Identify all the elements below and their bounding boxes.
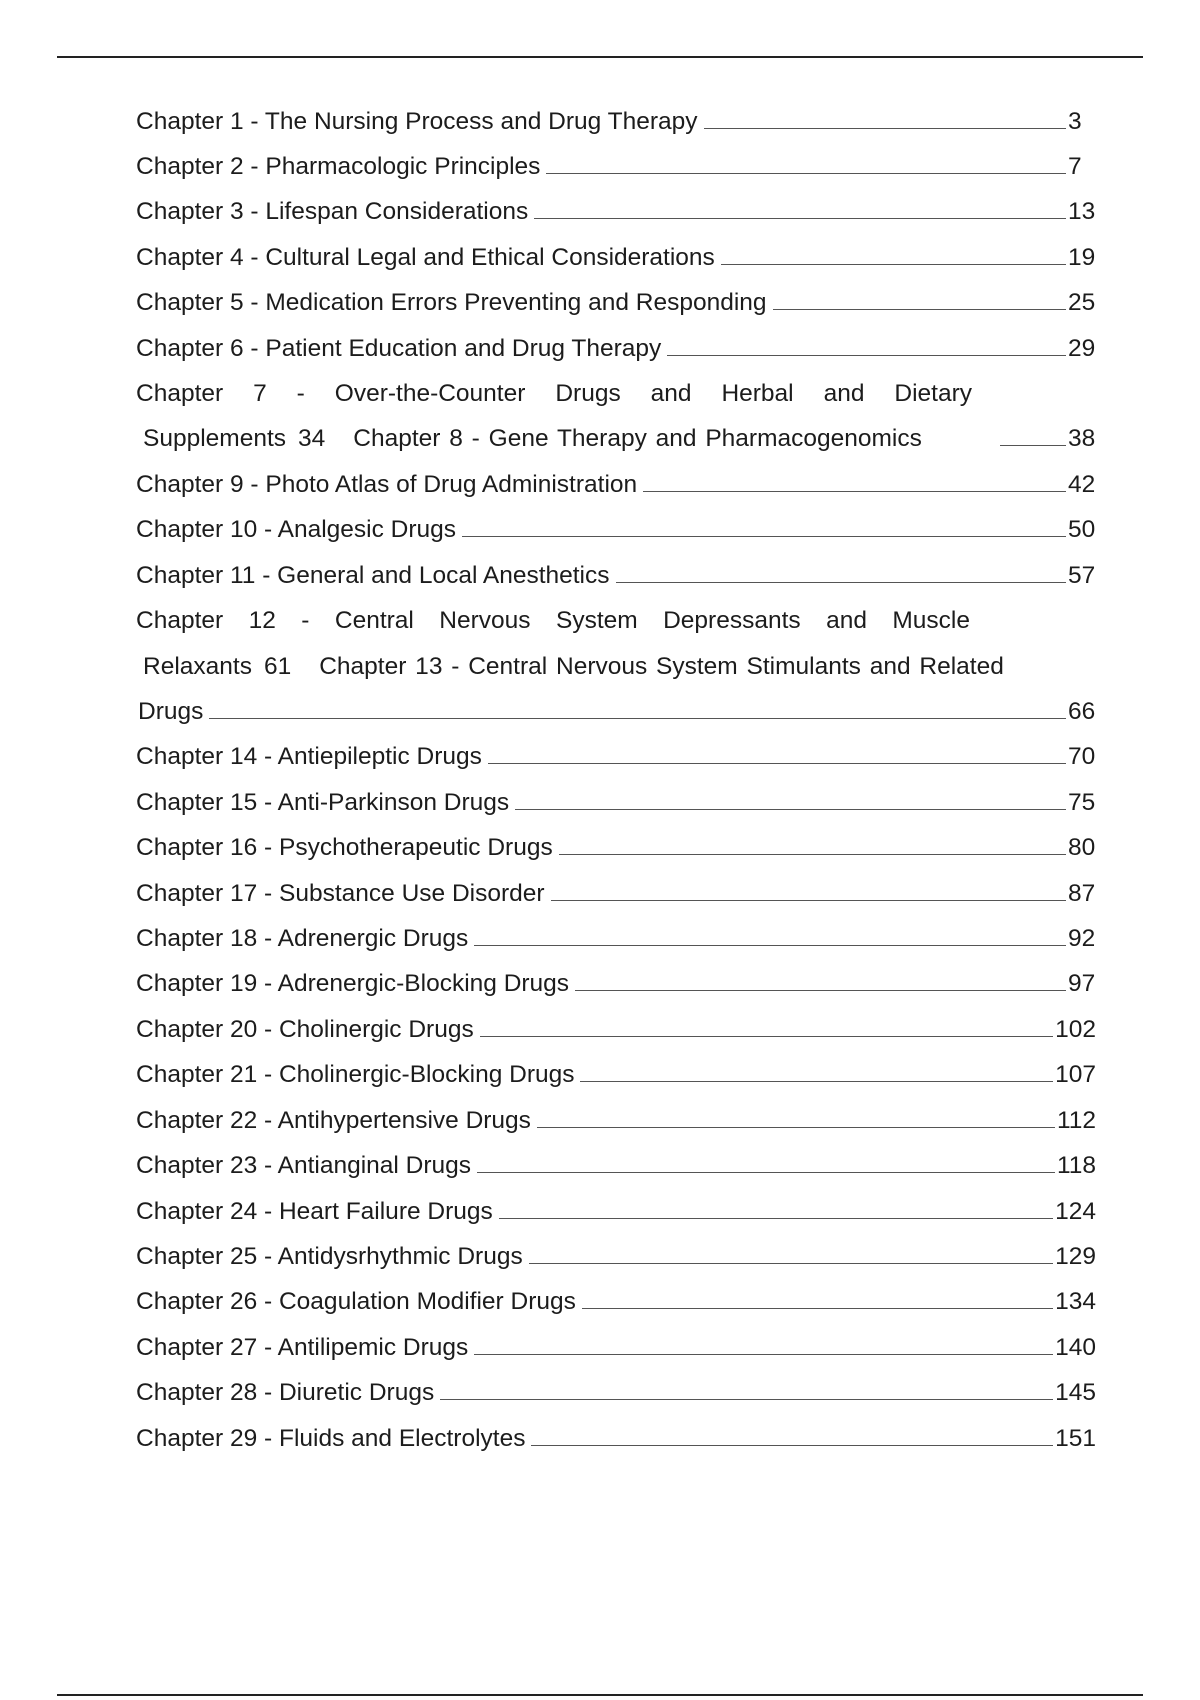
- toc-entry-ch6[interactable]: [136, 333, 1096, 365]
- toc-title: Relaxants: [143, 653, 252, 680]
- toc-title: Chapter 25 - Antidysrhythmic Drugs: [136, 1243, 523, 1270]
- toc-page-number: 134: [1055, 1288, 1096, 1315]
- toc-page-number: 145: [1055, 1379, 1096, 1406]
- toc-title: Chapter 9 - Photo Atlas of Drug Administration: [136, 471, 638, 498]
- toc-page-number: 80: [1068, 834, 1096, 861]
- toc-title: Chapter 22 - Antihypertensive Drugs: [136, 1107, 531, 1134]
- toc-entry-ch8-leader: [994, 423, 1096, 455]
- toc-page-number: 38: [1068, 425, 1096, 452]
- toc-entry-ch3[interactable]: [136, 196, 1096, 228]
- toc-entry-ch1[interactable]: [136, 106, 1096, 138]
- toc-title: Chapter 10 - Analgesic Drugs: [136, 516, 457, 543]
- toc-entry-ch7-ch8-line[interactable]: [143, 423, 1103, 455]
- dot-leader: [499, 1196, 1053, 1219]
- dot-leader: [440, 1377, 1053, 1400]
- toc-title: Chapter 17 - Substance Use Disorder: [136, 880, 545, 907]
- dot-leader: [580, 1059, 1053, 1082]
- toc-title: Drugs: [138, 698, 204, 725]
- toc-title: Chapter 15 - Anti-Parkinson Drugs: [136, 789, 510, 816]
- toc-entry-ch12-ch13-line[interactable]: [143, 651, 1103, 683]
- toc-entry-ch14[interactable]: [136, 741, 1096, 773]
- toc-page-number: 19: [1068, 244, 1096, 271]
- toc-page-number: 112: [1056, 1107, 1096, 1134]
- toc-title: Chapter 3 - Lifespan Considerations: [136, 198, 529, 225]
- toc-entry-ch5[interactable]: [136, 287, 1096, 319]
- toc-title: Chapter 18 - Adrenergic Drugs: [136, 925, 469, 952]
- dot-leader: [704, 106, 1066, 129]
- toc-title: Chapter 14 - Antiepileptic Drugs: [136, 743, 482, 770]
- toc-title: Chapter 4 - Cultural Legal and Ethical Considerations: [136, 244, 715, 271]
- toc-title: Chapter 19 - Adrenergic-Blocking Drugs: [136, 970, 570, 997]
- dot-leader: [546, 151, 1066, 174]
- dot-leader: [551, 878, 1066, 901]
- toc-title: Chapter 26 - Coagulation Modifier Drugs: [136, 1288, 576, 1315]
- toc-entry-ch24[interactable]: [136, 1196, 1096, 1228]
- dot-leader: [1000, 423, 1066, 446]
- toc-page-number: 29: [1068, 335, 1096, 362]
- toc-entry-ch20[interactable]: [136, 1014, 1096, 1046]
- toc-entry-ch9[interactable]: [136, 469, 1096, 501]
- toc-entry-ch28[interactable]: [136, 1377, 1096, 1409]
- dot-leader: [575, 968, 1066, 991]
- toc-page-number: 3: [1068, 108, 1082, 135]
- toc-entry-ch11[interactable]: [136, 560, 1096, 592]
- dot-leader: [582, 1286, 1053, 1309]
- toc-entry-ch17[interactable]: [136, 878, 1096, 910]
- toc-title: Chapter 23 - Antianginal Drugs: [136, 1152, 472, 1179]
- toc-entry-ch7-line1[interactable]: Chapter 7 - Over-the-Counter Drugs and Herbal and Dietary: [136, 380, 972, 407]
- toc-entry-ch29[interactable]: [136, 1423, 1096, 1455]
- toc-entry-ch23[interactable]: [136, 1150, 1096, 1182]
- toc-entry-ch22[interactable]: [136, 1105, 1096, 1137]
- toc-title: Chapter 5 - Medication Errors Preventing and Responding: [136, 289, 767, 316]
- toc-entry-ch10[interactable]: [136, 514, 1096, 546]
- toc-title: Chapter 27 - Antilipemic Drugs: [136, 1334, 469, 1361]
- toc-page-number: 61: [263, 653, 292, 680]
- top-rule: [57, 56, 1143, 58]
- toc-entry-ch13[interactable]: [138, 696, 1096, 728]
- dot-leader: [480, 1014, 1053, 1037]
- toc-entry-ch26[interactable]: [136, 1286, 1096, 1318]
- toc-page-number: 42: [1068, 471, 1096, 498]
- toc-title: Chapter 6 - Patient Education and Drug Therapy: [136, 335, 662, 362]
- toc-page-number: 57: [1068, 562, 1096, 589]
- toc-page-number: 25: [1068, 289, 1096, 316]
- toc-page-number: 70: [1068, 743, 1096, 770]
- toc-page-number: 97: [1068, 970, 1096, 997]
- toc-title: Chapter 21 - Cholinergic-Blocking Drugs: [136, 1061, 575, 1088]
- toc-entry-ch27[interactable]: [136, 1332, 1096, 1364]
- toc-entry-ch2[interactable]: [136, 151, 1096, 183]
- toc-title: Chapter 13 - Central Nervous System Stimulants and Related: [319, 653, 1004, 680]
- dot-leader: [643, 469, 1066, 492]
- toc-page-number: 151: [1055, 1425, 1096, 1452]
- dot-leader: [209, 696, 1066, 719]
- toc-entry-ch15[interactable]: [136, 787, 1096, 819]
- toc-title: Chapter 16 - Psychotherapeutic Drugs: [136, 834, 553, 861]
- dot-leader: [462, 514, 1066, 537]
- toc-title: Chapter 24 - Heart Failure Drugs: [136, 1198, 493, 1225]
- dot-leader: [773, 287, 1066, 310]
- toc-page-number: 129: [1055, 1243, 1096, 1270]
- toc-page-number: 34: [298, 425, 326, 452]
- toc-page-number: 13: [1068, 198, 1096, 225]
- toc-entry-ch4[interactable]: [136, 242, 1096, 274]
- toc-entry-ch25[interactable]: [136, 1241, 1096, 1273]
- toc-page-number: 87: [1068, 880, 1096, 907]
- toc-page-number: 92: [1068, 925, 1096, 952]
- toc-page-number: 7: [1068, 153, 1082, 180]
- toc-title: Chapter 11 - General and Local Anesthetics: [136, 562, 610, 589]
- toc-page-number: 75: [1068, 789, 1096, 816]
- dot-leader: [559, 832, 1066, 855]
- toc-title: Chapter 20 - Cholinergic Drugs: [136, 1016, 474, 1043]
- dot-leader: [537, 1105, 1055, 1128]
- toc-title: Supplements: [143, 425, 287, 452]
- toc-entry-ch12-line1[interactable]: Chapter 12 - Central Nervous System Depressants and Muscle: [136, 607, 970, 634]
- dot-leader: [616, 560, 1066, 583]
- toc-title: Chapter 29 - Fluids and Electrolytes: [136, 1425, 526, 1452]
- dot-leader: [474, 1332, 1053, 1355]
- toc-entry-ch18[interactable]: [136, 923, 1096, 955]
- dot-leader: [667, 333, 1066, 356]
- toc-page-number: 124: [1055, 1198, 1096, 1225]
- toc-page-number: 50: [1068, 516, 1096, 543]
- dot-leader: [534, 196, 1066, 219]
- bottom-rule: [57, 1694, 1143, 1696]
- toc-title: Chapter 8 - Gene Therapy and Pharmacogenomics: [353, 425, 922, 452]
- toc-title: Chapter 2 - Pharmacologic Principles: [136, 153, 541, 180]
- dot-leader: [515, 787, 1066, 810]
- dot-leader: [529, 1241, 1053, 1264]
- toc-page-number: 66: [1068, 698, 1096, 725]
- dot-leader: [477, 1150, 1055, 1173]
- dot-leader: [488, 741, 1066, 764]
- dot-leader: [531, 1423, 1053, 1446]
- toc-page-number: 140: [1055, 1334, 1096, 1361]
- toc-page-number: 102: [1055, 1016, 1096, 1043]
- toc-entry-ch21[interactable]: [136, 1059, 1096, 1091]
- dot-leader: [474, 923, 1066, 946]
- toc-page-number: 107: [1055, 1061, 1096, 1088]
- toc-page-number: 118: [1056, 1152, 1096, 1179]
- toc-entry-ch19[interactable]: [136, 968, 1096, 1000]
- dot-leader: [721, 242, 1066, 265]
- toc-title: Chapter 1 - The Nursing Process and Drug Therapy: [136, 108, 698, 135]
- toc-entry-ch16[interactable]: [136, 832, 1096, 864]
- toc-title: Chapter 28 - Diuretic Drugs: [136, 1379, 435, 1406]
